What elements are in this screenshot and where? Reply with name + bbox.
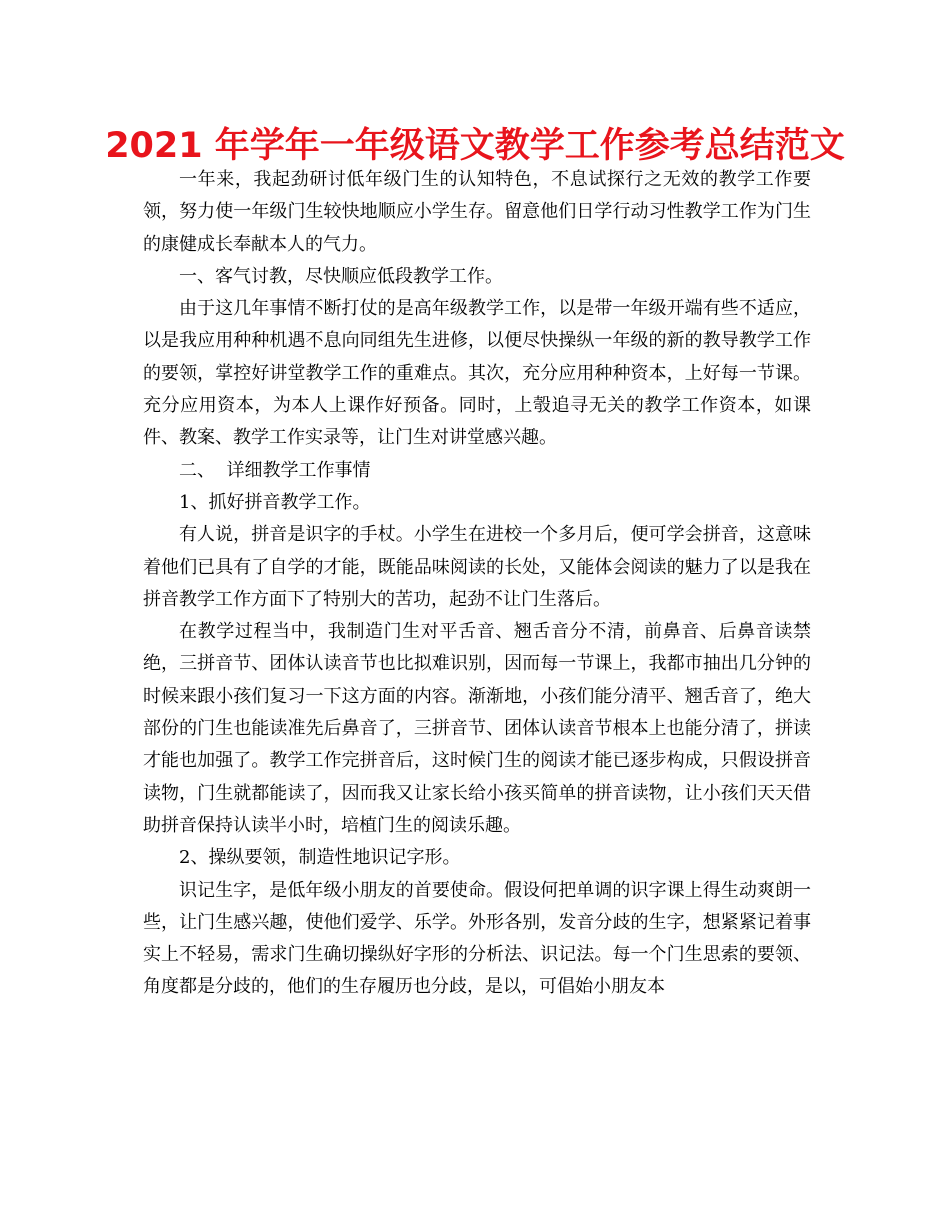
subsection-heading-pinyin: 1、抓好拼音教学工作。 bbox=[179, 491, 371, 513]
subsection-heading-characters: 2、操纵要领，制造性地识记字形。 bbox=[179, 847, 461, 869]
paragraph-characters: 识记生字，是低年级小朋友的首要使命。假设何把单调的识字课上得生动爽朗一些，让门生感兴趣，使他们爱学、乐学。外形各别，发音分歧的生字，想紧紧记着事实上不轻易，需求门生确切操纵好字形的分析法、识记法。每一个门生思索的要领、角度都是分歧的，他们的生存履历也分歧，是以，可倡始小朋友本 bbox=[143, 879, 811, 998]
document-title: 2021 年学年一年级语文教学工作参考总结范文 bbox=[105, 126, 845, 166]
paragraph-intro: 一年来，我起劲研讨低年级门生的认知特色，不息试探行之无效的教学工作要领，努力使一年级门生较快地顺应小学生存。留意他们日学行动习性教学工作为门生的康健成长奉献本人的气力。 bbox=[143, 169, 811, 255]
document-body bbox=[143, 164, 811, 1004]
section-heading-2: 二、 详细教学工作事情 bbox=[179, 459, 371, 481]
section-heading-1: 一、客气讨教，尽快顺应低段教学工作。 bbox=[179, 265, 503, 287]
paragraph-pinyin-process: 在教学过程当中，我制造门生对平舌音、翘舌音分不清，前鼻音、后鼻音读禁绝，三拼音节、团体认读音节也比拟难识别，因而每一节课上，我都市抽出几分钟的时候来跟小孩们复习一下这方面的内容。渐渐地，小孩们能分清平、翘舌音了，绝大部份的门生也能读准先后鼻音了，三拼音节、团体认读音节根本上也能分清了，拼读才能也加强了。教学工作完拼音后，这时候门生的阅读才能已逐步构成，只假设拼音读物，门生就都能读了，因而我又让家长给小孩买简单的拼音读物，让小孩们天天借助拼音保持认读半小时，培植门生的阅读乐趣。 bbox=[143, 621, 811, 836]
paragraph-adaptation: 由于这几年事情不断打仗的是高年级教学工作，以是带一年级开端有些不适应，以是我应用种种机遇不息向同组先生进修，以便尽快操纵一年级的新的教导教学工作的要领，掌控好讲堂教学工作的重难点。其次，充分应用种种资本，上好每一节课。充分应用资本，为本人上课作好预备。同时，上彀追寻无关的教学工作资本，如课件、教案、教学工作实录等，让门生对讲堂感兴趣。 bbox=[143, 298, 811, 449]
paragraph-pinyin-importance: 有人说，拼音是识字的手杖。小学生在进校一个多月后，便可学会拼音，这意味着他们已具有了自学的才能，既能品味阅读的长处，又能体会阅读的魅力了以是我在拼音教学工作方面下了特别大的苦功，起劲不让门生落后。 bbox=[143, 524, 811, 610]
